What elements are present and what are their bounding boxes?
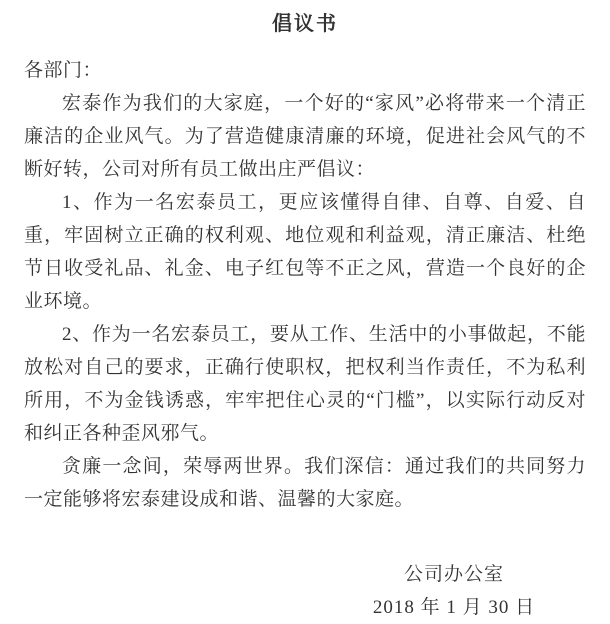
signature-block xyxy=(359,558,549,624)
salutation: 各部门： xyxy=(24,60,103,81)
paragraph-item-1: 1、作为一名宏泰员工，更应该懂得自律、自尊、自爱、自重，牢固树立正确的权利观、地位观和利益观，清正廉洁、杜绝节日收受礼品、礼金、电子红包等不正之风，营造一个良好的企业环境。 xyxy=(24,192,586,312)
paragraph-intro: 宏泰作为我们的大家庭，一个好的“家风”必将带来一个清正廉洁的企业风气。为了营造健康清廉的环境，促进社会风气的不断好转，公司对所有员工做出庄严倡议： xyxy=(24,93,586,180)
date: 2018 年 1 月 30 日 xyxy=(372,597,536,618)
signature: 公司办公室 xyxy=(403,564,504,585)
paragraph-closing: 贪廉一念间，荣辱两世界。我们深信：通过我们的共同努力一定能够将宏泰建设成和谐、温馨的大家庭。 xyxy=(24,456,586,510)
paragraph-item-2: 2、作为一名宏泰员工，要从工作、生活中的小事做起，不能放松对自己的要求，正确行使职权，把权利当作责任，不为私利所用，不为金钱诱惑，牢牢把住心灵的“门槛”，以实际行动反对和纠正各种歪风邪气。 xyxy=(24,324,586,444)
document-title: 倡议书 xyxy=(272,13,338,35)
